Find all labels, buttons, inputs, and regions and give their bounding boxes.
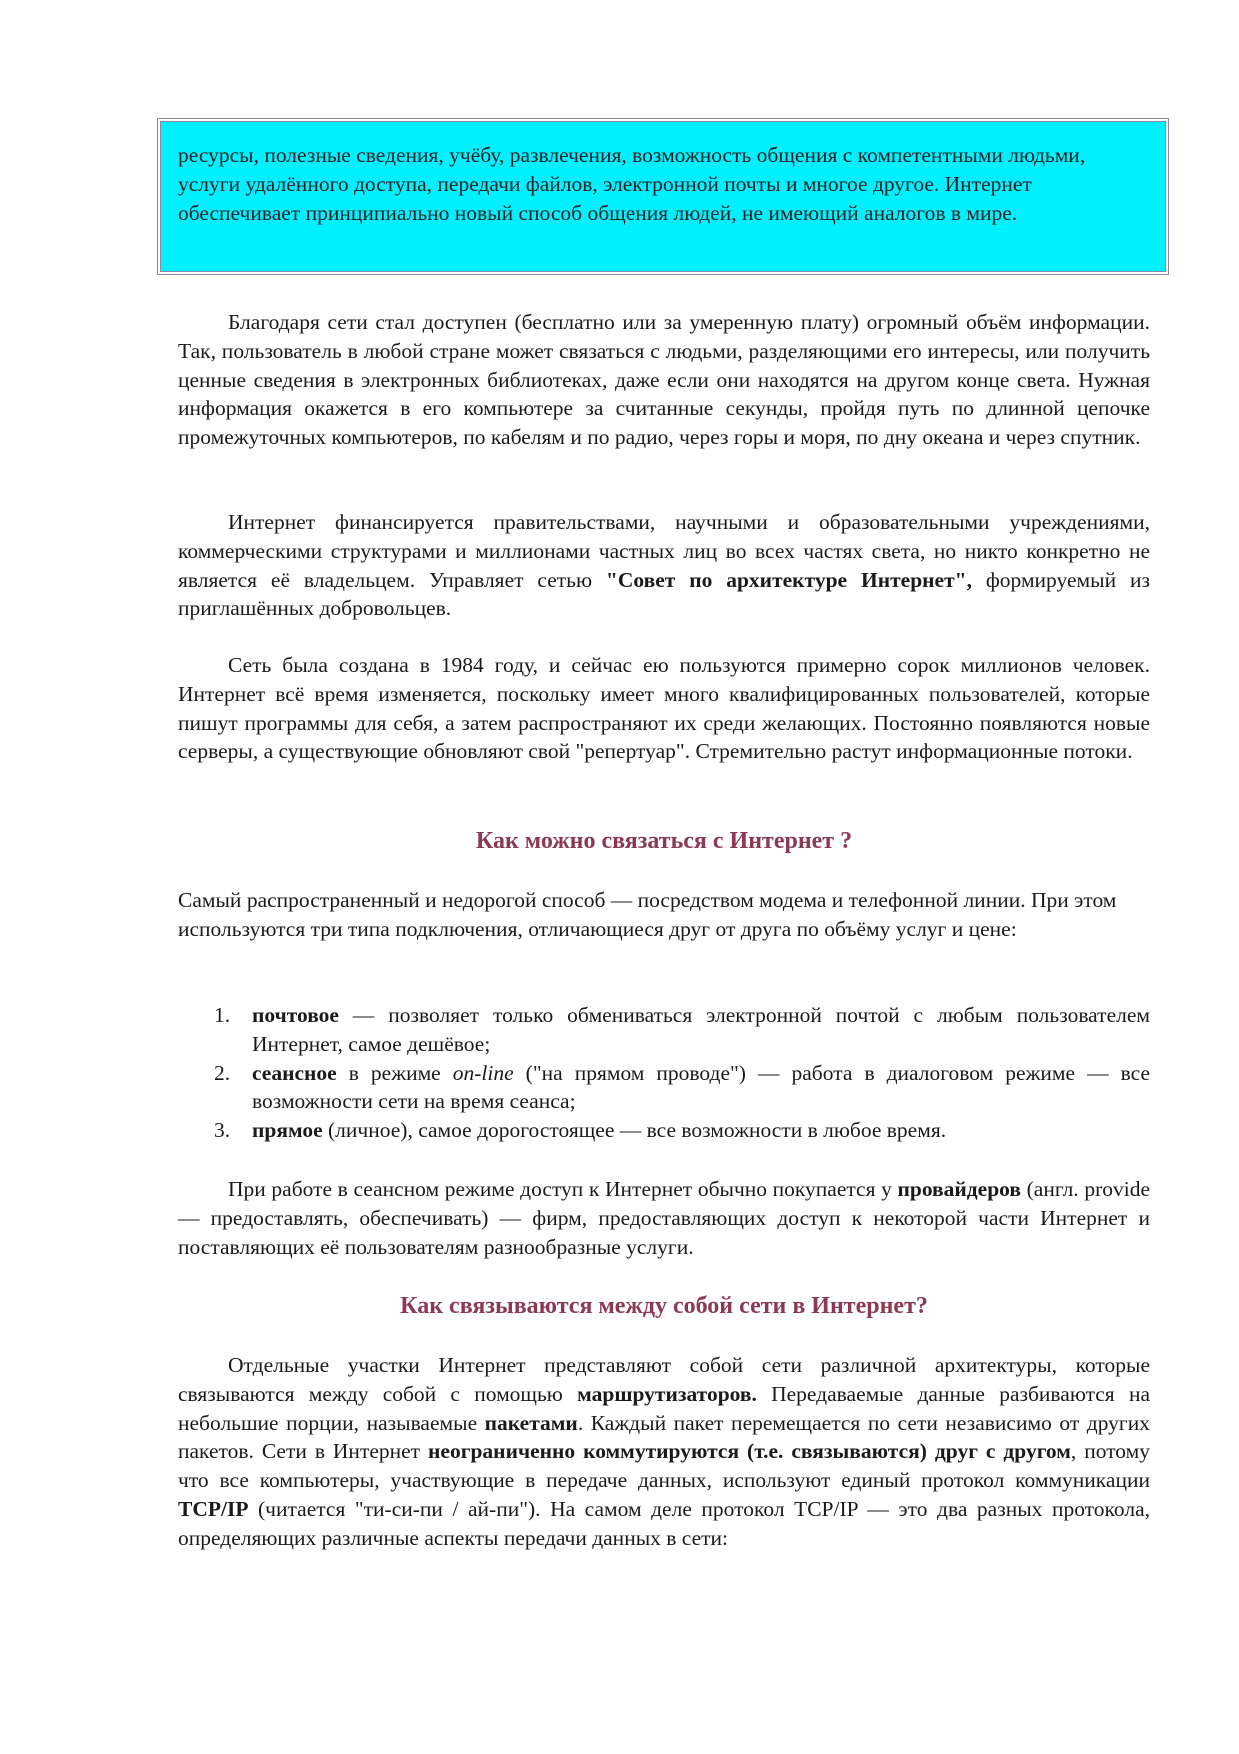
highlight-box: [157, 118, 1169, 275]
highlight-text: ресурсы, полезные сведения, учёбу, развлечения, возможность общения с компетентными людьми, услуги удалённого доступа, передачи файлов, электронной почты и многое другое. Интернет обеспечивает принципиально новый способ общения людей, не имеющий аналогов в мире.: [178, 143, 1086, 225]
list-item: [178, 1001, 1150, 1059]
bold-term: прямое: [252, 1118, 323, 1143]
list-number: 3.: [214, 1118, 231, 1143]
paragraph-text: формируемый из приглашённых добровольцев.: [178, 567, 1150, 621]
paragraph-information-access: [178, 308, 1150, 452]
paragraph-text: Передаваемые данные разбиваются на небольшие порции, называемые: [178, 1381, 1150, 1435]
paragraph-intro-connection: [178, 886, 1150, 944]
bold-term: маршрутизаторов.: [577, 1381, 757, 1406]
section-heading-networks: Как связываются между собой сети в Интернет?: [400, 1293, 928, 1319]
bold-term: TCP/IP: [178, 1496, 249, 1521]
paragraph-text: Интернет финансируется правительствами, научными и образовательными учреждениями, коммерческими структурами и миллионами частных лиц во всех частях света, но никто конкретно не является её владельцем. Управляет сетью: [178, 510, 1150, 592]
paragraph-routing: [178, 1351, 1150, 1553]
list-text: ("на прямом проводе") — работа в диалоговом режиме — все возможности сети на время сеанса;: [252, 1060, 1151, 1114]
italic-term: on-line: [452, 1060, 514, 1085]
list-text: в режиме: [336, 1060, 453, 1085]
paragraph-text: Самый распространенный и недорогой способ — посредством модема и телефонной линии. При этом используются три типа подключения, отличающиеся друг от друга по объёму услуг и цене:: [178, 888, 1117, 941]
list-number: 1.: [214, 1003, 231, 1027]
paragraph-text: Сеть была создана в 1984 году, и сейчас ею пользуются примерно сорок миллионов человек. Интернет всё время изменяется, поскольку имеет много квалифицированных пользователей, которые пишут программы для себя, а затем распространяют их среди желающих. Постоянно появляются новые серверы, а существующие обновляют свой "репертуар". Стремительно растут информационные потоки.: [178, 653, 1150, 764]
list-text: — позволяет только обмениваться электронной почтой с любым пользователем Интернет, самое дешёвое;: [252, 1003, 1150, 1056]
paragraph-text: . Каждый пакет перемещается по сети независимо от других пакетов. Сети в Интернет: [178, 1410, 1151, 1464]
bold-term: "Совет по архитектуре Интернет",: [605, 567, 972, 592]
connection-types-list: [178, 1001, 1150, 1145]
list-item: [178, 1059, 1150, 1117]
list-text: (личное), самое дорогостоящее — все возможности в любое время.: [322, 1118, 947, 1143]
bold-term: неограниченно коммутируются (т.е. связываются) друг с другом: [428, 1439, 1071, 1464]
list-number: 2.: [214, 1060, 231, 1085]
bold-term: провайдеров: [897, 1177, 1022, 1201]
paragraph-text: (англ. provide — предоставлять, обеспечивать) — фирм, предоставляющих доступ к некоторой части Интернет и поставляющих её пользователям разнообразные услуги.: [178, 1177, 1150, 1259]
paragraph-text: , потому что все компьютеры, участвующие в передаче данных, используют единый протокол коммуникации: [178, 1439, 1151, 1493]
paragraph-text: Благодаря сети стал доступен (бесплатно или за умеренную плату) огромный объём информации. Так, пользователь в любой стране может связаться с людьми, разделяющими его интересы, или получить ценные сведения в электронных библиотеках, даже если они находятся на другом конце света. Нужная информация окажется в его компьютере за считанные секунды, пройдя путь по длинной цепочке промежуточных компьютеров, по кабелям и по радио, через горы и моря, по дну океана и через спутник.: [178, 310, 1150, 450]
paragraph-history: [178, 651, 1150, 766]
bold-term: почтовое: [252, 1003, 339, 1027]
list-item: [178, 1116, 1150, 1145]
bold-term: сеансное: [252, 1060, 337, 1085]
paragraph-text: При работе в сеансном режиме доступ к Интернет обычно покупается у: [228, 1177, 898, 1201]
paragraph-providers: [178, 1175, 1150, 1261]
bold-term: пакетами: [484, 1410, 578, 1435]
paragraph-text: Отдельные участки Интернет представляют собой сети различной архитектуры, которые связываются между собой с помощью: [178, 1353, 1150, 1406]
paragraph-text: (читается "ти-си-пи / ай-пи"). На самом деле протокол TCP/IP — это два разных протокола, определяющих различные аспекты передачи данных в сети:: [178, 1496, 1150, 1550]
paragraph-financing: [178, 508, 1150, 623]
section-heading-connect: Как можно связаться с Интернет ?: [475, 828, 853, 854]
